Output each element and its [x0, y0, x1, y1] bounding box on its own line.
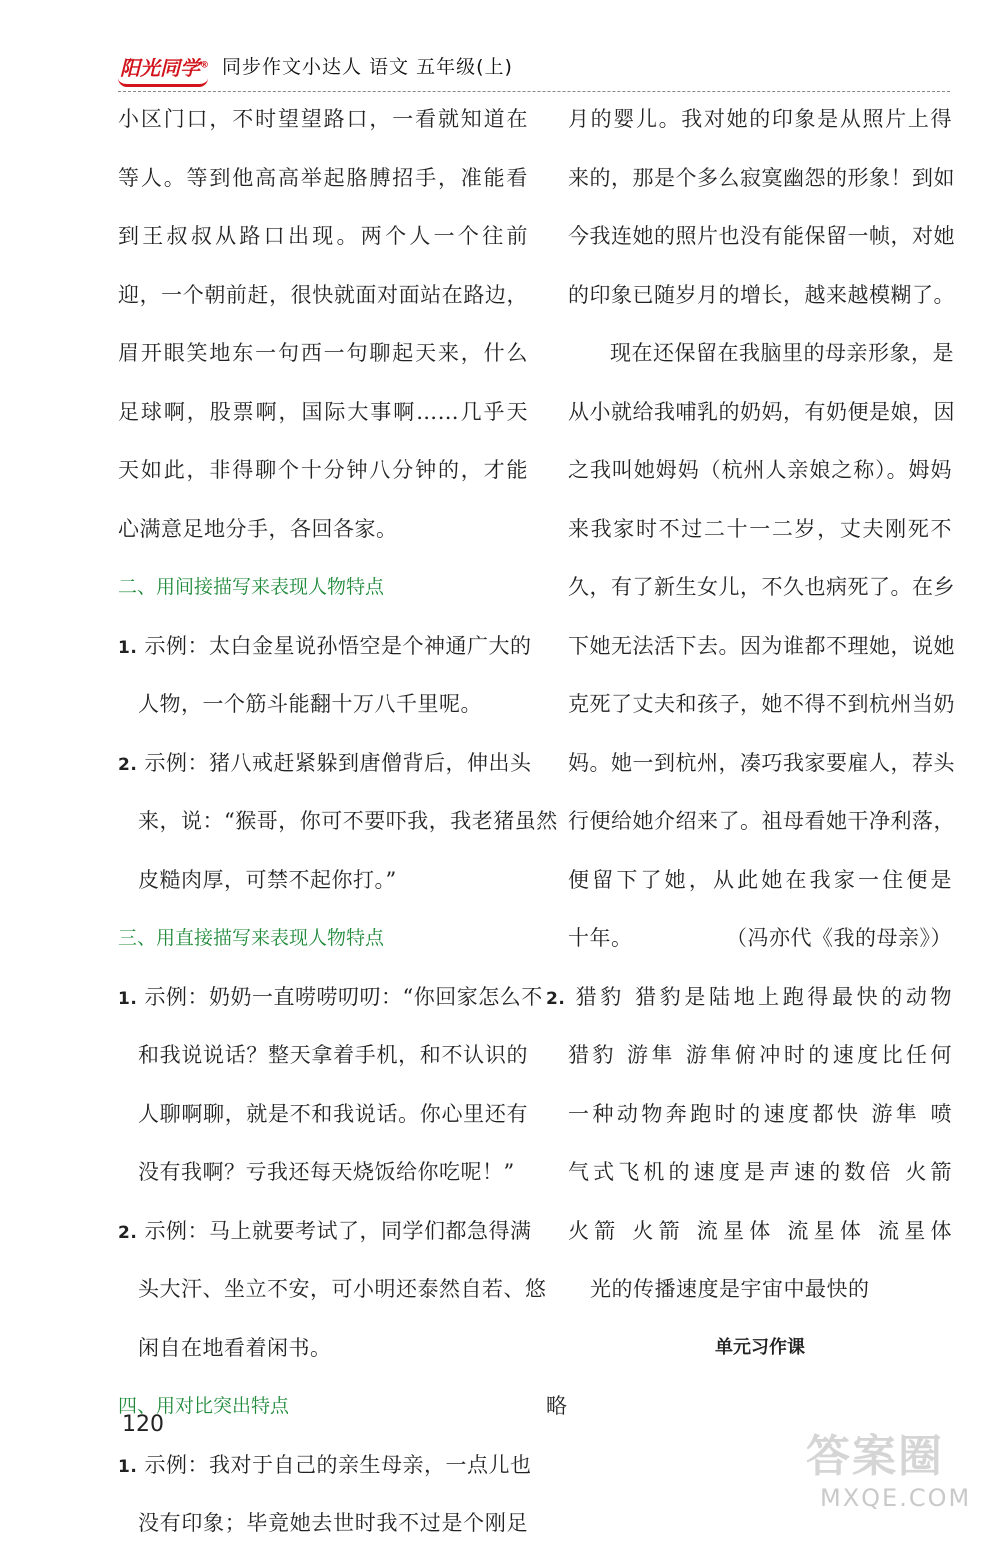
text-line: 克死了丈夫和孩子，她不得不到杭州当奶: [568, 692, 955, 716]
answer-line: 皮糙肉厚，可禁不起你打。”: [138, 867, 397, 892]
answer-line: 示例：奶奶一直唠唠叨叨：“你回家怎么不: [144, 984, 543, 1009]
citation: （冯亦代《我的母亲》）: [726, 926, 952, 950]
text-line: 的印象已随岁月的增长，越来越模糊了。: [568, 282, 955, 307]
item-number: 2.: [118, 1222, 138, 1243]
right-column: [546, 90, 955, 1436]
book-info: 同步作文小达人 语文 五年级(上): [222, 56, 513, 78]
brand-logo: [120, 52, 209, 81]
brand-name: 阳光同学: [120, 56, 200, 80]
answer-line: 示例：猪八戒赶紧躲到唐僧背后，伸出头: [144, 750, 532, 775]
answer-line: 和我说说话？整天拿着手机，和不认识的: [138, 1043, 528, 1067]
item-number: 1.: [118, 1456, 138, 1477]
answer-line: 示例：马上就要考试了，同学们都急得满: [144, 1218, 532, 1243]
item-number: 1.: [118, 637, 138, 658]
answer-line: 示例：太白金星说孙悟空是个神通广大的: [144, 633, 532, 658]
left-column: [118, 90, 558, 1553]
text-line: 便留下了她，从此她在我家一住便是: [568, 867, 952, 892]
text-line: 从小就给我哺乳的奶妈，有奶便是娘，因: [568, 399, 955, 424]
answer-line: 没有印象；毕竟她去世时我不过是个刚足: [138, 1511, 528, 1535]
registered-mark: ®: [200, 60, 209, 71]
answer-line: 火箭 火箭 流星体 流星体 流星体: [568, 1218, 952, 1243]
text-line: 今我连她的照片也没有能保留一帧，对她: [568, 224, 955, 248]
item-number: 2.: [118, 754, 138, 775]
item-number: 2.: [546, 988, 566, 1009]
text-line: 行便给她介绍来了。祖母看她干净利落，: [568, 809, 955, 833]
section-heading: 三、用直接描写来表现人物特点: [118, 927, 385, 949]
brand-swoosh: [118, 78, 208, 87]
answer-line: 猎豹 游隼 游隼俯冲时的速度比任何: [568, 1043, 952, 1067]
text-line: 月的婴儿。我对她的印象是从照片上得: [568, 107, 952, 131]
text-line: 眉开眼笑地东一句西一句聊起天来，什么: [118, 341, 528, 365]
story-paragraph: [118, 90, 528, 558]
text-line: 十年。: [568, 926, 633, 950]
section-heading: 二、用间接描写来表现人物特点: [118, 576, 385, 598]
text-line: 下她无法活下去。因为谁都不理她，说她: [568, 633, 955, 658]
item-number: 1.: [118, 988, 138, 1009]
watermark-text: 答案圈: [806, 1431, 944, 1482]
answer-line: 气式飞机的速度是声速的数倍 火箭: [568, 1160, 952, 1184]
text-line: 足球啊，股票啊，国际大事啊……几乎天: [118, 399, 528, 424]
text-line: 天如此，非得聊个十分钟八分钟的，才能: [118, 458, 528, 482]
watermark-url: MXQE.COM: [820, 1484, 972, 1512]
text-line: 等人。等到他高高举起胳膊招手，准能看: [118, 165, 528, 190]
text-line: 迎，一个朝前赶，很快就面对面站在路边，: [118, 282, 528, 307]
answer-line: 闲自在地看着闲书。: [138, 1335, 332, 1360]
story-paragraph: [568, 324, 955, 968]
answer-line: 人聊啊聊，就是不和我说话。你心里还有: [138, 1101, 528, 1126]
text-line: 之我叫她姆妈（杭州人亲娘之称）。姆妈: [568, 458, 952, 482]
section-heading: 四、用对比突出特点: [118, 1395, 290, 1417]
page-number: 120: [122, 1412, 164, 1437]
text-line: 妈。她一到杭州，凑巧我家要雇人，荐头: [568, 750, 955, 775]
text-line: 来的，那是个多么寂寞幽怨的形象！到如: [568, 165, 955, 190]
answer-line: 光的传播速度是宇宙中最快的: [590, 1277, 870, 1301]
answer-line: 示例：我对于自己的亲生母亲，一点儿也: [144, 1452, 532, 1477]
unit-answer: 略: [546, 1394, 568, 1418]
answer-line: 来，说：“猴哥，你可不要吓我，我老猪虽然: [138, 809, 558, 833]
answer-line: 没有我啊？亏我还每天烧饭给你吃呢！”: [138, 1160, 515, 1184]
story-paragraph: [568, 90, 955, 324]
watermark-logo: [800, 1420, 990, 1516]
text-line: 久，有了新生女儿，不久也病死了。在乡: [568, 575, 955, 599]
text-line: 心满意足地分手，各回各家。: [118, 516, 398, 541]
answer-line: 人物，一个筋斗能翻十万八千里呢。: [138, 692, 482, 716]
answer-line: 头大汗、坐立不安，可小明还泰然自若、悠: [138, 1277, 547, 1301]
page-header: [0, 0, 1000, 92]
text-line: 现在还保留在我脑里的母亲形象，是: [610, 341, 954, 365]
unit-title: 单元习作课: [715, 1336, 805, 1358]
answer-line: 一种动物奔跑时的速度都快 游隼 喷: [568, 1101, 952, 1126]
answer-line: 猎豹 猎豹是陆地上跑得最快的动物: [575, 984, 952, 1009]
text-line: 小区门口，不时望望路口，一看就知道在: [118, 107, 528, 131]
text-line: 来我家时不过二十一二岁，丈夫刚死不: [568, 516, 952, 541]
text-line: 到王叔叔从路口出现。两个人一个往前: [118, 224, 528, 248]
